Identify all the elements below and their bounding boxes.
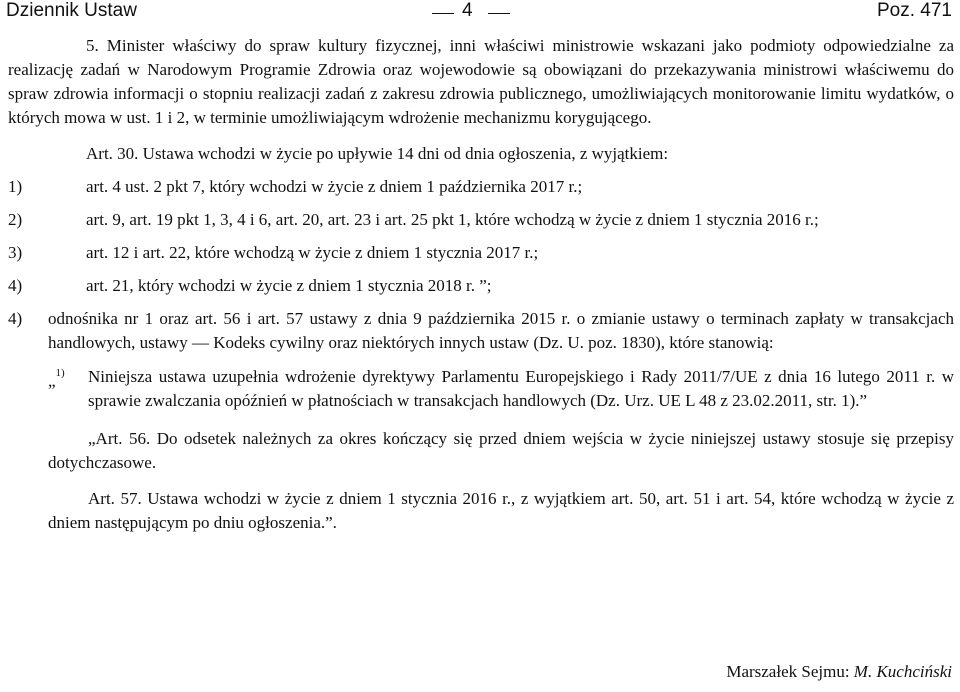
footnote-sup: 1) bbox=[55, 367, 65, 379]
outer-item-4 bbox=[8, 307, 954, 355]
item-number: 1) bbox=[8, 177, 23, 196]
signature-name: M. Kuchciński bbox=[853, 662, 952, 681]
art-30-item bbox=[8, 175, 954, 199]
item-number: 4) bbox=[8, 276, 23, 295]
outer-item-number: 4) bbox=[8, 309, 23, 328]
page-header bbox=[0, 0, 960, 28]
header-dash-left bbox=[432, 13, 454, 14]
footnote-marker bbox=[48, 365, 88, 413]
journal-title: Dziennik Ustaw bbox=[6, 0, 137, 21]
outer-item-text: odnośnika nr 1 oraz art. 56 i art. 57 ustawy z dnia 9 października 2015 r. o zmianie ustawy o terminach zapłaty w transakcjach handlowych, ustawy — Kodeks cywilny oraz niektórych innych ustaw (Dz. U. poz. 1830), które stanowią: bbox=[48, 309, 954, 352]
art-30-item bbox=[8, 274, 954, 298]
item-text: art. 12 i art. 22, które wchodzą w życie z dniem 1 stycznia 2017 r.; bbox=[86, 243, 539, 262]
signature-label: Marszałek Sejmu: bbox=[726, 662, 854, 681]
art-30-item bbox=[8, 241, 954, 265]
page-number: 4 bbox=[462, 0, 473, 21]
position-number: Poz. 471 bbox=[877, 0, 952, 21]
item-text: art. 21, który wchodzi w życie z dniem 1 stycznia 2018 r. ”; bbox=[86, 276, 492, 295]
item-number: 3) bbox=[8, 243, 23, 262]
art-30-item bbox=[8, 208, 954, 232]
footnote-quote bbox=[48, 365, 954, 413]
art-57: Art. 57. Ustawa wchodzi w życie z dniem 1 stycznia 2016 r., z wyjątkiem art. 50, art. 51 i art. 54, które wchodzą w życie z dniem następującym po dniu ogłoszenia.”. bbox=[48, 489, 954, 532]
signature bbox=[726, 662, 952, 682]
item-number: 2) bbox=[8, 210, 23, 229]
item-text: art. 9, art. 19 pkt 1, 3, 4 i 6, art. 20, art. 23 i art. 25 pkt 1, które wchodzą w życie z dniem 1 stycznia 2016 r.; bbox=[86, 210, 819, 229]
art-30-intro: Art. 30. Ustawa wchodzi w życie po upływie 14 dni od dnia ogłoszenia, z wyjątkiem: bbox=[86, 144, 669, 163]
art-56 bbox=[48, 427, 954, 475]
paragraph-5: 5. Minister właściwy do spraw kultury fizycznej, inni właściwi ministrowie wskazani jako podmioty odpowiedzialne za realizację zadań w Narodowym Programie Zdrowia oraz wojewodowie są obowiązani do przekazywania ministrowi właściwemu do spraw zdrowia informacji o stopniu realizacji zadań z zakresu zdrowia publicznego, umożliwiających monitorowanie limitu wydatków, o których mowa w ust. 1 i 2, w terminie umożliwiającym wdrożenie mechanizmu korygującego. bbox=[8, 36, 954, 127]
header-dash-right bbox=[488, 13, 510, 14]
quote-mark: „ bbox=[48, 371, 56, 391]
art-56-text: „Art. 56. Do odsetek należnych za okres kończący się przed dniem wejścia w życie niniejszej ustawy stosuje się przepisy dotychczasowe. bbox=[48, 429, 954, 472]
item-text: art. 4 ust. 2 pkt 7, który wchodzi w życie z dniem 1 października 2017 r.; bbox=[86, 177, 583, 196]
footnote-text: Niniejsza ustawa uzupełnia wdrożenie dyrektywy Parlamentu Europejskiego i Rady 2011/7/UE z dnia 16 lutego 2011 r. w sprawie zwalczania opóźnień w płatnościach w transakcjach handlowych (Dz. Urz. UE L 48 z 23.02.2011, str. 1).” bbox=[88, 367, 954, 410]
document-body bbox=[8, 34, 954, 535]
